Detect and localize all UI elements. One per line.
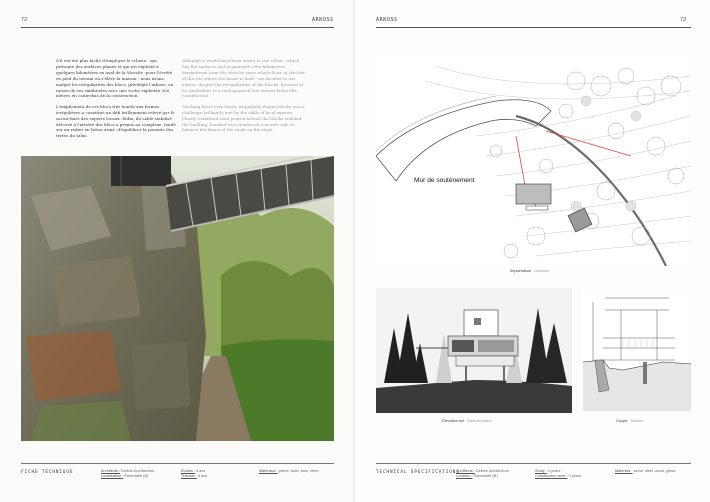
page-number-left: 72 (21, 17, 28, 23)
footer-key: Travaux : (181, 474, 197, 479)
footer-rule-left (21, 463, 334, 464)
site-plan-caption-en: Location (534, 268, 549, 273)
footer-key: Location : (456, 474, 473, 479)
footer-duration-block-right (535, 469, 581, 479)
section-caption-fr: Coupe (616, 418, 628, 423)
footer-key: Études : (181, 469, 195, 473)
footer-value: Delbire Architecture (121, 469, 155, 473)
elevation-caption (442, 418, 492, 423)
header-rule-left (21, 27, 334, 28)
footer-materials-block-right (615, 469, 675, 474)
footer-value: pierre, acier, bois, verre (278, 469, 319, 473)
footer-key: Construction work : (535, 474, 568, 479)
footer-materials-block-left (259, 469, 319, 474)
footer-title-right: TECHNICAL SPECIFICATIONS (376, 470, 460, 475)
footer-rule-right (376, 463, 691, 464)
text-column-english (182, 58, 306, 138)
retaining-wall-label: Mur de soutènement (414, 177, 475, 184)
elevation-caption-fr: Élévation est (442, 418, 465, 423)
footer-value: Robertville (B) (473, 474, 498, 479)
footer-key: Localisation : (101, 474, 124, 479)
footer-key: Materials : (615, 469, 633, 473)
section-title-right: ARKOSS (376, 17, 398, 23)
footer-duration-block-left (181, 469, 207, 479)
paragraph-fr-2: L'empilement de ces blocs très lourds aux formes irrégulières a constitué un défi brillamment relevé par le savoir-faire des experts locaux. Enfin, du sable stabilisé déversé à l'arrière des blocs a permis au complexe, fondé sur un radier en béton armé, d'équilibrer la poussée des terres du talus. (56, 103, 176, 139)
footer-title-left: FICHE TECHNIQUE (21, 470, 74, 475)
paragraph-en-2: Stacking these very heavy, irregularly shaped blocks was a challenge brilliantly met by the skills of local experts. Finally, stabilised sand poured behind the blocks enabled the building, founded on a reinforced concrete raft, to balance the thrust of the earth on the slope. (182, 103, 305, 133)
header-rule-right (376, 27, 691, 28)
footer-key: Matériaux : (259, 469, 278, 473)
east-elevation-drawing (376, 288, 572, 413)
section-caption-en: Section (630, 418, 644, 423)
footer-key: Study : (535, 469, 547, 473)
footer-value: Delbire Architecture (475, 469, 509, 473)
site-plan-drawing (376, 56, 691, 266)
section-drawing (583, 290, 691, 411)
stone-wall-footbridge-photo (21, 156, 334, 441)
site-plan-caption (510, 268, 549, 273)
east-elevation-svg (376, 288, 572, 413)
footer-value: Robertville (B) (124, 474, 149, 479)
footer-key: Architects : (456, 469, 475, 473)
section-svg (583, 290, 691, 411)
footer-architect-block-right (456, 469, 509, 479)
footer-key: Architecte : (101, 469, 120, 473)
section-caption (616, 418, 643, 423)
footer-value: 3 years (568, 474, 582, 479)
site-plan (376, 56, 691, 266)
footer-value: 4 years (547, 469, 561, 473)
paragraph-en-1: Although it would have been easier to use schist - which has flat surfaces and is quarried a few kilometres downstream from the Woeche river, which flows at the foot of the site where the house is built - we decided to use arkose, despite the irregularities of the blocks, because of its similarities to a rock quarried 300 metres below the construction. (182, 58, 305, 99)
paragraph-fr-1: S'il eut été plus facile d'employer le schiste - qui présente des surfaces planes et qui est exploité à quelques kilomètres en aval de la Woeche -pour l'écrêté en pied du terrain où s'élève la maison - nous avons, malgré les irrégularités des blocs, privilégié l'arkose, en raison de ses similitudes avec une roche exploitée 300 mètres en contrebas de la construction. (56, 58, 174, 99)
footer-value: 4 ans (196, 469, 206, 473)
footer-architect-block-left (101, 469, 154, 479)
footer-value: stone, steel, wood, glass (633, 469, 676, 473)
page-number-right: 73 (680, 17, 687, 23)
text-column-french (56, 58, 176, 144)
footer-value: 3 ans (197, 474, 208, 479)
section-title-left: ARKOSS (312, 17, 334, 23)
site-plan-caption-fr: Implantation (510, 268, 532, 273)
photo-illustration (21, 156, 334, 441)
elevation-caption-en: East elevation (467, 418, 492, 423)
